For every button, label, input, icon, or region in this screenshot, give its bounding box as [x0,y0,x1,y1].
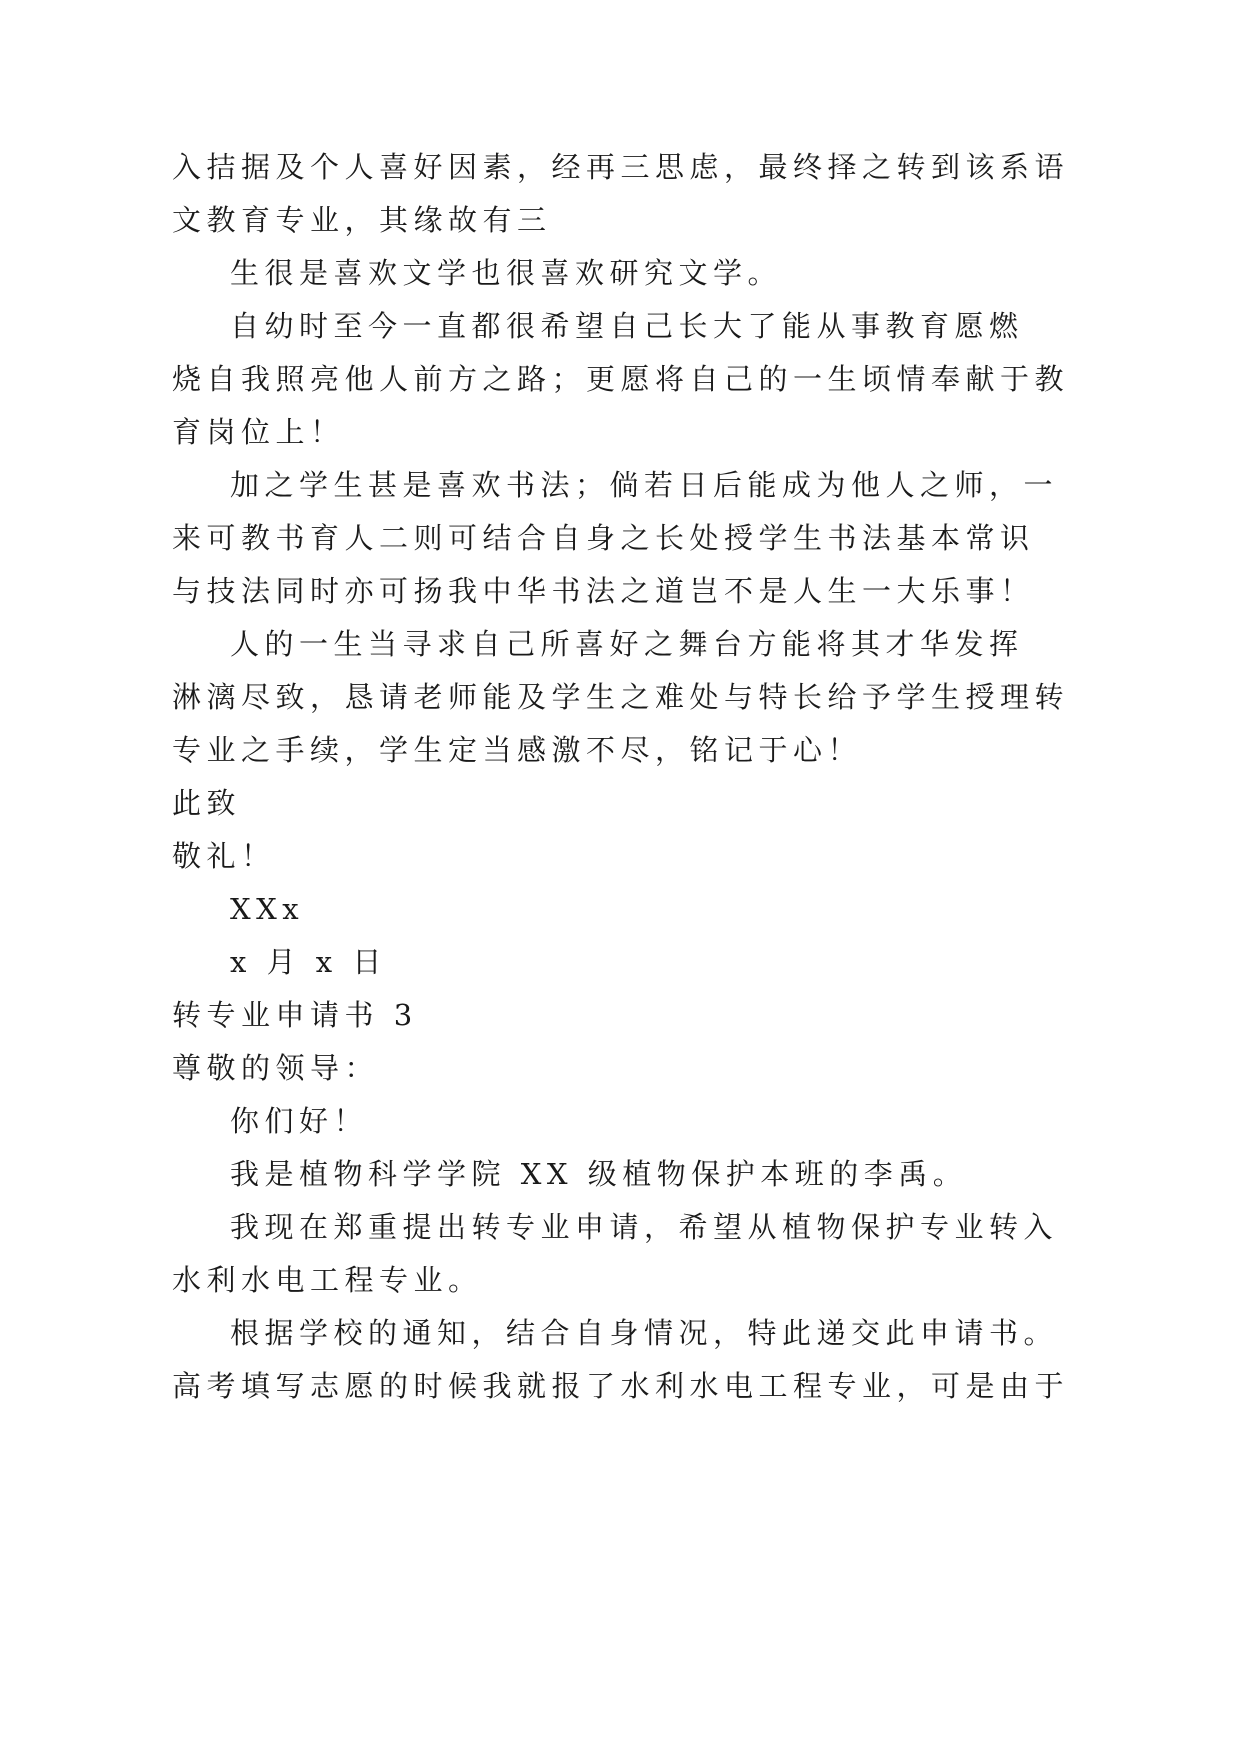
text-line: 我是植物科学学院 XX 级植物保护本班的李禹。 [230,1157,968,1191]
text-line: 人的一生当寻求自己所喜好之舞台方能将其才华发挥 [230,627,1024,661]
text-line: 入拮据及个人喜好因素，经再三思虑，最终择之转到该系语 [172,150,1070,184]
text-line: 烧自我照亮他人前方之路；更愿将自己的一生顷情奉献于教 [172,362,1070,396]
text-line: 淋漓尽致，恳请老师能及学生之难处与特长给予学生授理转 [172,680,1070,714]
text-line: 与技法同时亦可扬我中华书法之道岂不是人生一大乐事！ [172,574,1035,608]
text-line: 文教育专业，其缘故有三 [172,203,552,237]
closing-respect: 敬礼！ [172,839,276,873]
greeting: 尊敬的领导： [172,1051,380,1085]
text-line: 高考填写志愿的时候我就报了水利水电工程专业，可是由于 [172,1369,1070,1403]
signature-date: x 月 x 日 [230,945,387,979]
text-line: 生很是喜欢文学也很喜欢研究文学。 [230,256,783,290]
signature-name: XXx [230,892,305,926]
section-heading: 转专业申请书 3 [172,998,418,1032]
text-line: 自幼时至今一直都很希望自己长大了能从事教育愿燃 [230,309,1024,343]
text-line: 来可教书育人二则可结合自身之长处授学生书法基本常识 [172,521,1035,555]
text-line: 你们好！ [230,1104,369,1138]
text-line: 水利水电工程专业。 [172,1263,483,1297]
text-line: 根据学校的通知，结合自身情况，特此递交此申请书。 [230,1316,1059,1350]
text-line: 育岗位上！ [172,415,345,449]
closing-salutation: 此致 [172,786,242,820]
text-line: 加之学生甚是喜欢书法；倘若日后能成为他人之师，一 [230,468,1059,502]
text-line: 我现在郑重提出转专业申请，希望从植物保护专业转入 [230,1210,1059,1244]
text-line: 专业之手续，学生定当感激不尽，铭记于心！ [172,733,863,767]
